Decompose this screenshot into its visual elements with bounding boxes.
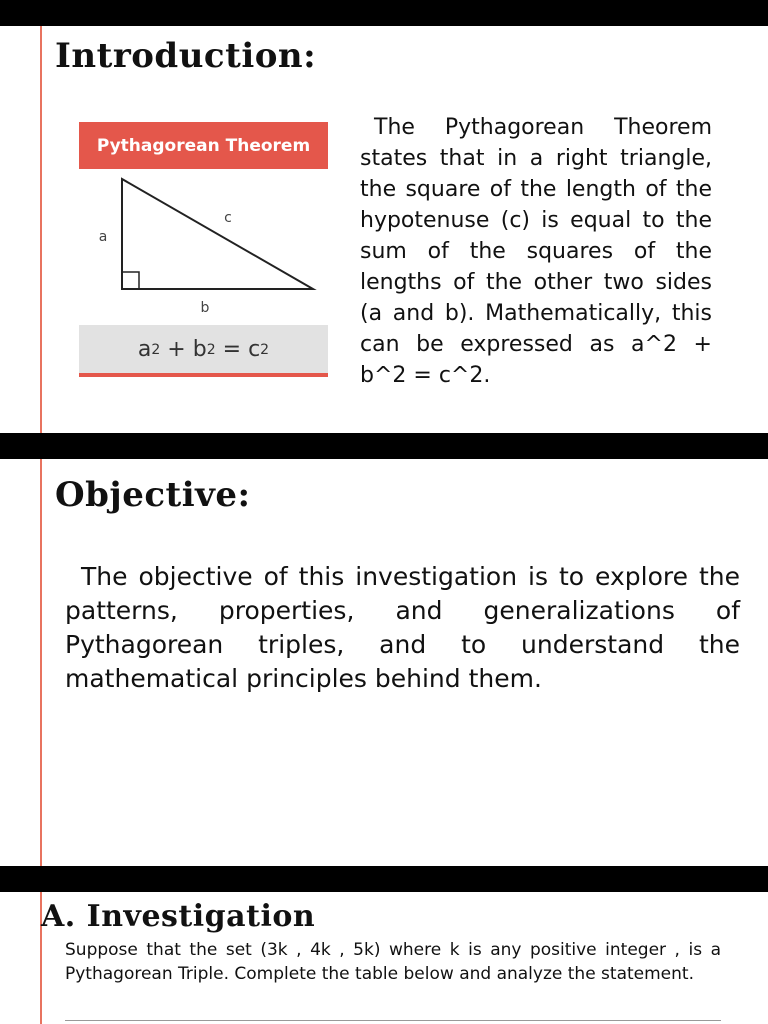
formula-b: b: [192, 337, 207, 362]
introduction-heading: Introduction:: [55, 36, 317, 76]
margin-line-1: [40, 26, 42, 433]
figure-title: Pythagorean Theorem: [79, 122, 328, 169]
objective-heading: Objective:: [55, 475, 251, 515]
side-label-b: b: [200, 300, 210, 316]
formula-a: a: [137, 337, 152, 362]
right-triangle-diagram: [79, 169, 328, 325]
objective-paragraph: The objective of this investigation is to explore the patterns, properties, and generalizations of Pythagorean triples, and to understand the mathematical principles behind them.: [65, 562, 740, 693]
figure-underline: [79, 373, 328, 377]
pythagorean-figure: [79, 122, 328, 378]
side-label-c: c: [224, 210, 232, 226]
table-top-rule: [65, 1020, 721, 1021]
right-angle-marker: [122, 272, 139, 289]
formula-c-exponent: 2: [260, 341, 270, 358]
margin-line-2: [40, 459, 42, 866]
investigation-heading: A. Investigation: [41, 899, 316, 934]
formula-box: [79, 325, 328, 374]
separator-bar-1: [0, 433, 768, 459]
formula-a-exponent: 2: [151, 341, 161, 358]
top-black-bar: [0, 0, 768, 26]
side-label-a: a: [98, 229, 108, 245]
formula-c: c: [248, 337, 261, 362]
introduction-paragraph: The Pythagorean Theorem states that in a right triangle, the square of the length of the hypotenuse (c) is equal to the sum of the squares of the lengths of the other two sides (a and b). Mathematically, this can be expressed as a^2 + b^2 = c^2.: [360, 115, 712, 388]
investigation-paragraph: Suppose that the set (3k , 4k , 5k) where k is any positive integer , is a Pythagorean Triple. Complete the table below and analyze the statement.: [65, 940, 721, 984]
triangle-shape: [122, 179, 313, 289]
separator-bar-2: [0, 866, 768, 892]
formula-plus: +: [167, 337, 186, 362]
formula-equals: =: [222, 337, 242, 362]
formula-b-exponent: 2: [206, 341, 216, 358]
